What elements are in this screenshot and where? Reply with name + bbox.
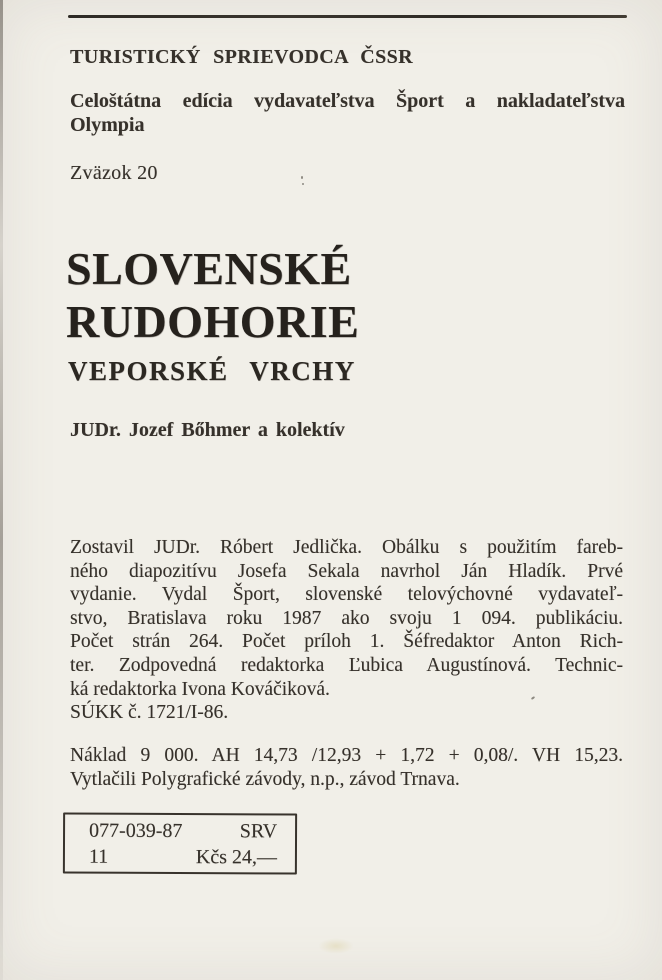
- colophon-line: ká redaktorka Ivona Kováčiková.: [70, 678, 330, 700]
- scan-edge-shadow: [0, 0, 3, 980]
- author-line: JUDr. Jozef Bőhmer a kolektív: [70, 419, 345, 441]
- imprint-box-row-2: [89, 843, 277, 870]
- colophon-line: ného diapozitívu Josefa Sekala navrhol Ján Hladík. Prvé: [70, 560, 623, 582]
- colophon-line: Zostavil JUDr. Róbert Jedlička. Obálku s použitím fareb-: [70, 537, 623, 558]
- book-title-line-1: SLOVENSKÉ: [66, 243, 352, 294]
- book-title-line-2: RUDOHORIE: [66, 296, 360, 347]
- scan-speck: [301, 176, 303, 179]
- publication-code: 077-039-87: [89, 819, 183, 842]
- colophon-line: stvo, Bratislava roku 1987 ako svoju 1 094. publikáciu.: [70, 607, 623, 629]
- colophon-line: vydanie. Vydal Šport, slovenské telovýchovné vydavateľ-: [70, 584, 623, 606]
- volume-number: Zväzok 20: [70, 162, 158, 184]
- book-title: [66, 242, 359, 348]
- series-code: SRV: [239, 819, 278, 842]
- colophon-paragraph: [70, 536, 623, 725]
- edition-statement: [70, 89, 625, 137]
- paper-stain: [318, 938, 354, 954]
- book-subtitle: VEPORSKÉ VRCHY: [68, 356, 356, 386]
- colophon-line: Počet strán 264. Počet príloh 1. Šéfredaktor Anton Rich-: [70, 631, 623, 653]
- imprint-box-row-1: [89, 817, 277, 844]
- edition-line-2: Olympia: [70, 114, 145, 136]
- scan-speck: [302, 183, 304, 185]
- edition-line-1: Celoštátna edícia vydavateľstva Šport a nakladateľstva: [70, 90, 625, 112]
- print-run-line: Náklad 9 000. AH 14,73 /12,93 + 1,72 + 0,08/. VH 15,23.: [70, 745, 623, 766]
- top-horizontal-rule: [68, 15, 627, 18]
- thematic-group-number: 11: [88, 845, 109, 868]
- colophon-line: SÚKK č. 1721/I-86.: [70, 702, 229, 724]
- series-title: TURISTICKÝ SPRIEVODCA ČSSR: [70, 46, 413, 68]
- price: Kčs 24,—: [195, 845, 277, 868]
- imprint-price-box: [63, 812, 297, 874]
- print-run-paragraph: [70, 744, 623, 792]
- print-run-line: Vytlačili Polygrafické závody, n.p., závod Trnava.: [70, 769, 460, 790]
- colophon-line: ter. Zodpovedná redaktorka Ľubica Augustínová. Technic-: [70, 654, 623, 676]
